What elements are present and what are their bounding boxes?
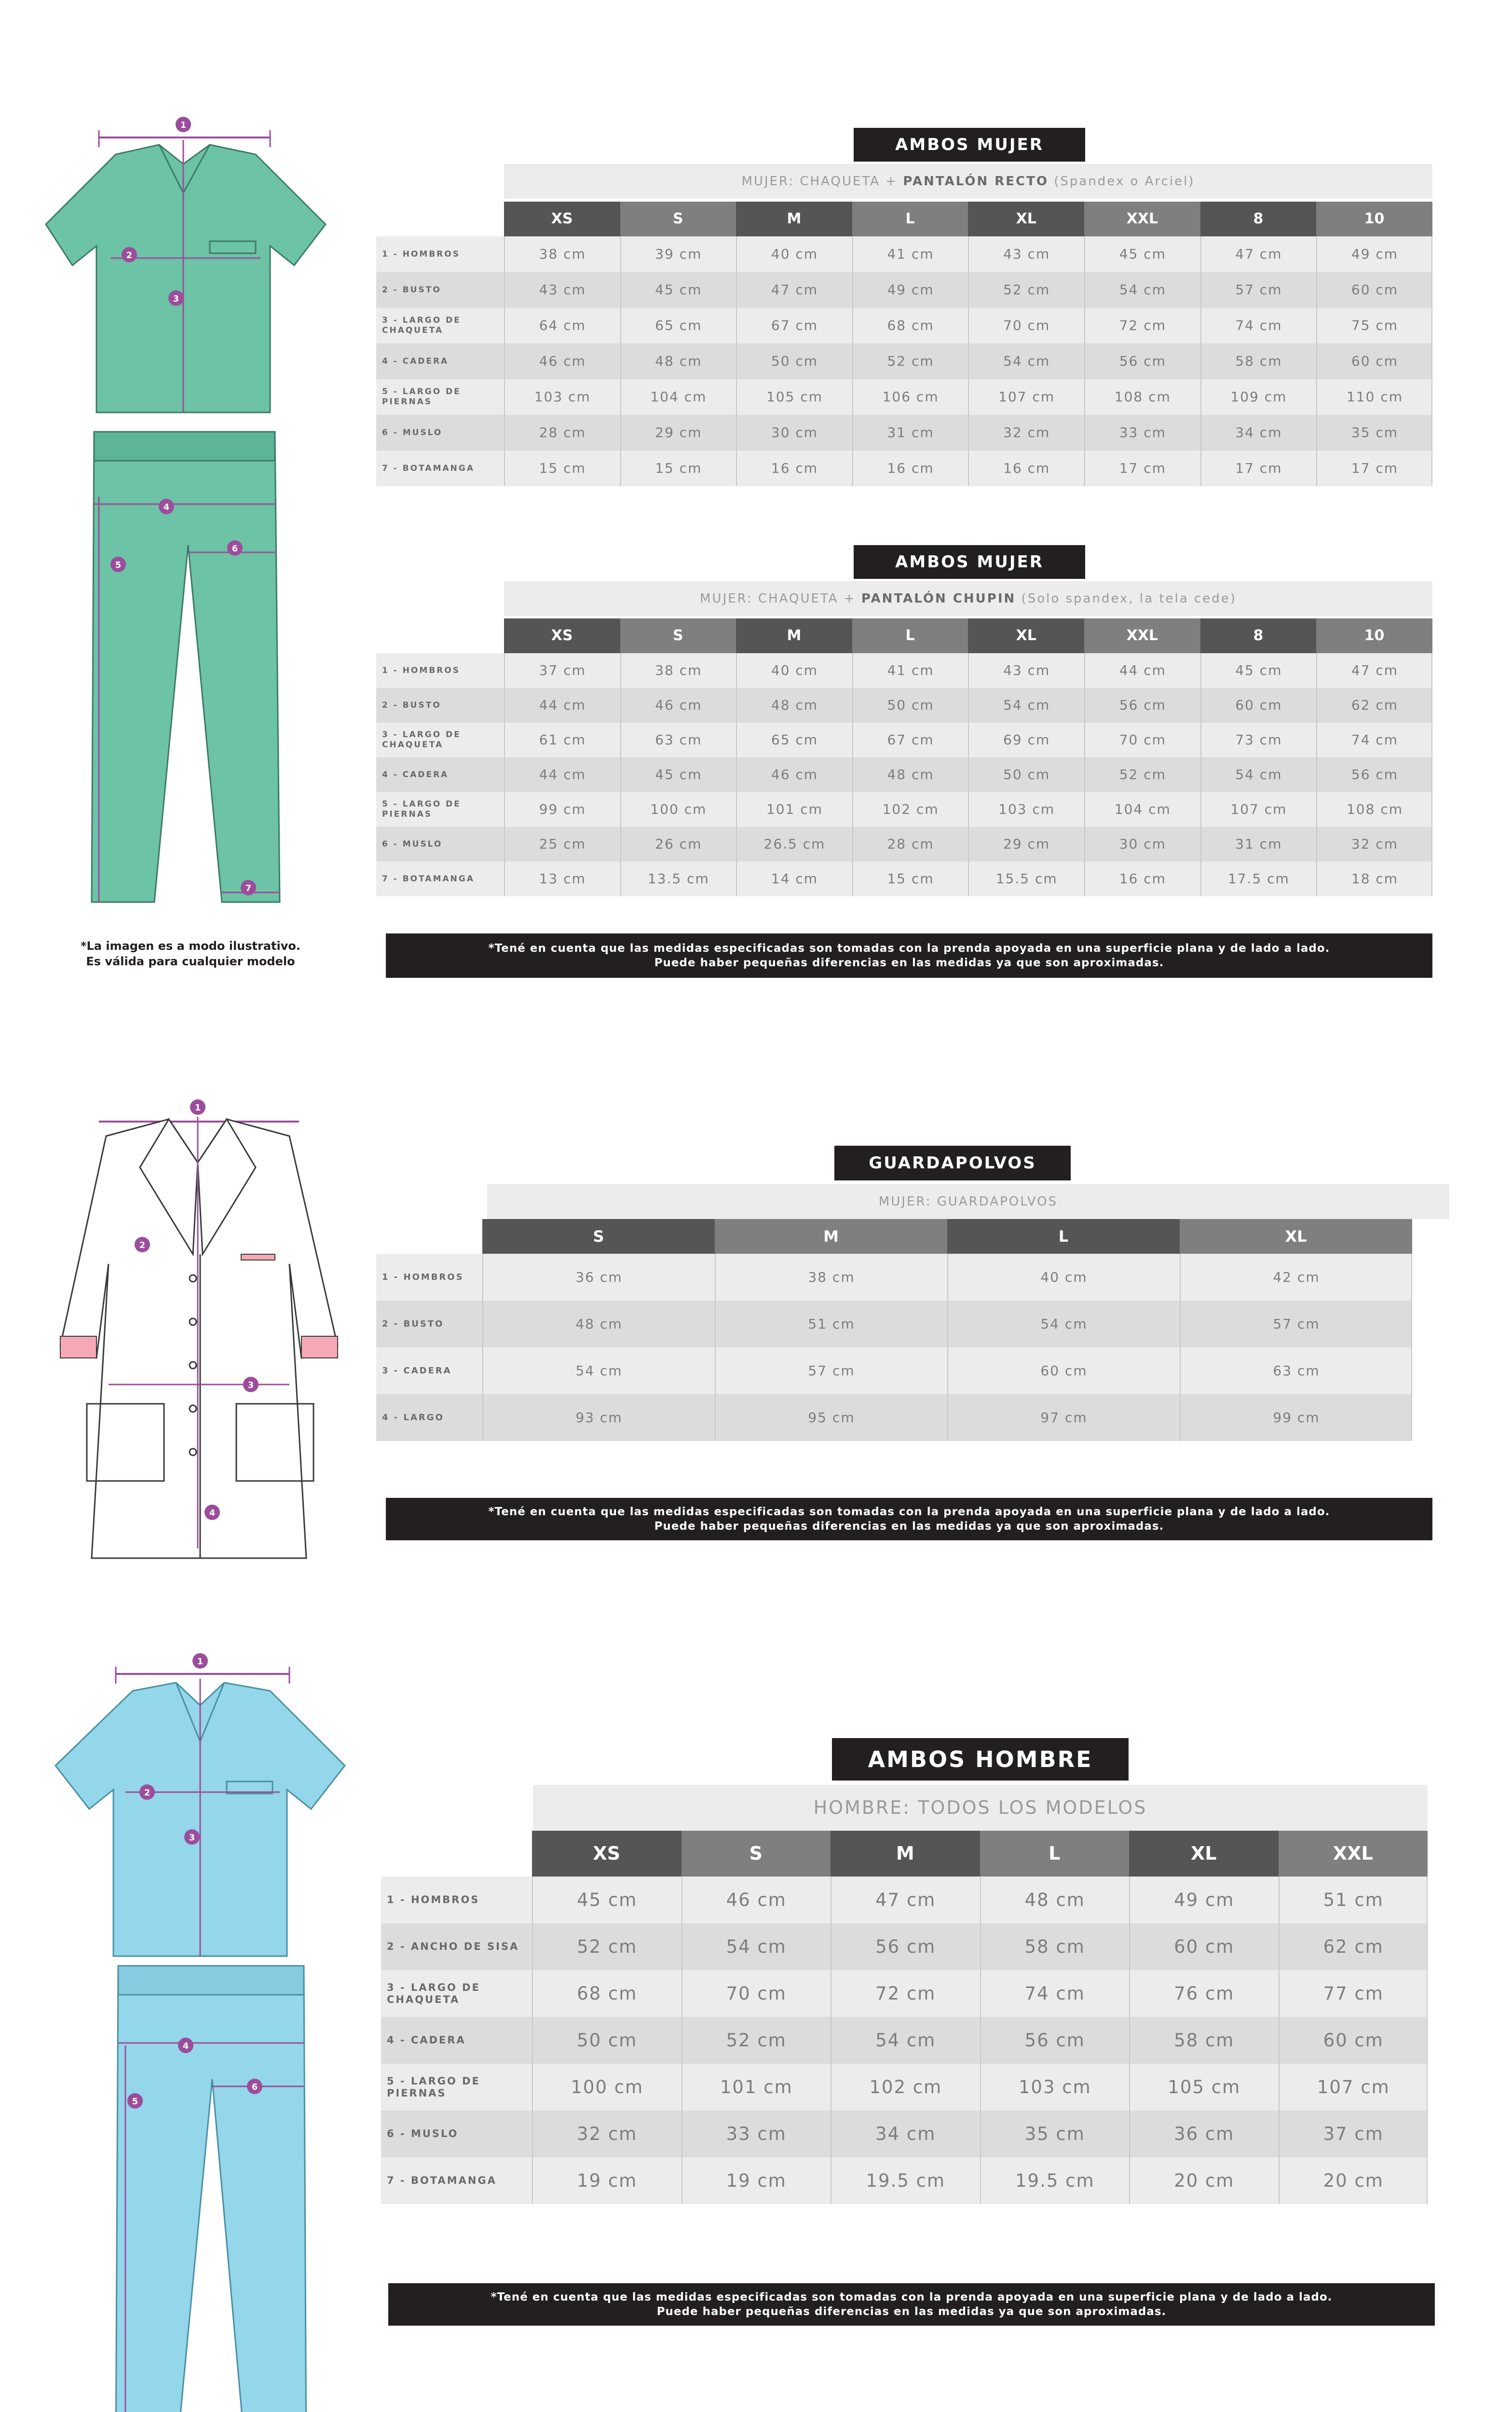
size-header: 10 — [1316, 618, 1432, 653]
svg-text:2: 2 — [126, 250, 133, 260]
table-cell: 48 cm — [980, 1877, 1130, 1923]
table-right-border — [1427, 1877, 1428, 2204]
row-label: 4 - CADERA — [382, 769, 449, 780]
table-cell: 54 cm — [968, 688, 1084, 723]
row-label: 7 - BOTAMANGA — [382, 463, 475, 473]
table-cell: 54 cm — [482, 1347, 715, 1394]
table-cell: 97 cm — [947, 1394, 1180, 1441]
table-cell: 65 cm — [620, 308, 736, 343]
guardapolvos-subtitle: MUJER: GUARDAPOLVOS — [487, 1184, 1449, 1219]
svg-text:4: 4 — [182, 2041, 189, 2051]
svg-text:3: 3 — [189, 1833, 195, 1843]
table-cell: 15 cm — [620, 451, 736, 486]
table-cell: 47 cm — [1316, 653, 1432, 688]
table-cell: 74 cm — [1316, 723, 1432, 757]
table-cell: 28 cm — [504, 415, 620, 451]
table-cell: 109 cm — [1200, 379, 1317, 415]
size-header: 8 — [1200, 618, 1317, 653]
table-cell: 19 cm — [532, 2157, 681, 2204]
table-cell: 60 cm — [1279, 2017, 1428, 2064]
table-cell: 54 cm — [831, 2017, 980, 2064]
table-cell: 45 cm — [532, 1877, 681, 1923]
table-cell: 45 cm — [1200, 653, 1317, 688]
table-cell: 18 cm — [1316, 862, 1432, 896]
disclaimer-2: *Tené en cuenta que las medidas especificadas son tomadas con la prenda apoyada en una superficie plana y de lado a lado. Puede haber pequeñas diferencias en las medidas ya que son aproximadas. — [386, 1498, 1432, 1540]
table-cell: 106 cm — [852, 379, 968, 415]
size-header: L — [852, 618, 968, 653]
svg-text:2: 2 — [139, 1240, 146, 1250]
table-cell: 20 cm — [1279, 2157, 1428, 2204]
table-cell: 44 cm — [504, 757, 620, 792]
table-cell: 15 cm — [504, 451, 620, 486]
table-cell: 46 cm — [620, 688, 736, 723]
table-cell: 16 cm — [968, 451, 1084, 486]
row-label: 7 - BOTAMANGA — [387, 2175, 497, 2186]
table-cell: 43 cm — [504, 272, 620, 308]
table-cell: 107 cm — [1279, 2064, 1428, 2110]
table-cell: 63 cm — [620, 723, 736, 757]
size-header: XL — [1180, 1219, 1412, 1254]
size-header: XXL — [1084, 202, 1200, 236]
row-label: 2 - ANCHO DE SISA — [387, 1941, 519, 1952]
table-cell: 102 cm — [831, 2064, 980, 2110]
table-cell: 34 cm — [1200, 415, 1317, 451]
table-cell: 105 cm — [1129, 2064, 1279, 2110]
table-cell: 60 cm — [1129, 1923, 1279, 1970]
table-cell: 108 cm — [1084, 379, 1200, 415]
table-right-border — [1411, 1254, 1412, 1441]
table-cell: 19.5 cm — [831, 2157, 980, 2204]
row-label: 3 - LARGO DE CHAQUETA — [382, 315, 461, 335]
svg-text:3: 3 — [247, 1380, 254, 1390]
row-label: 6 - MUSLO — [387, 2128, 459, 2139]
table-cell: 56 cm — [831, 1923, 980, 1970]
table-cell: 64 cm — [504, 308, 620, 343]
table-cell: 43 cm — [968, 236, 1084, 272]
table-cell: 77 cm — [1279, 1970, 1428, 2017]
table-cell: 50 cm — [852, 688, 968, 723]
table-cell: 52 cm — [968, 272, 1084, 308]
lab-coat-illustration — [48, 1095, 352, 1568]
table-cell: 75 cm — [1316, 308, 1432, 343]
table-cell: 54 cm — [947, 1301, 1180, 1347]
table-cell: 26 cm — [620, 827, 736, 862]
svg-text:4: 4 — [163, 502, 170, 512]
row-label: 7 - BOTAMANGA — [382, 874, 475, 884]
table-cell: 72 cm — [1084, 308, 1200, 343]
table-cell: 16 cm — [852, 451, 968, 486]
table-cell: 31 cm — [852, 415, 968, 451]
table-cell: 15.5 cm — [968, 862, 1084, 896]
illustration-note: *La imagen es a modo ilustrativo. Es válida para cualquier modelo — [81, 939, 300, 968]
size-header: L — [980, 1831, 1130, 1877]
table-cell: 61 cm — [504, 723, 620, 757]
svg-text:2: 2 — [144, 1788, 150, 1798]
table-cell: 54 cm — [968, 343, 1084, 379]
table-cell: 57 cm — [1180, 1301, 1412, 1347]
guardapolvos-title: GUARDAPOLVOS — [834, 1146, 1071, 1180]
table-cell: 16 cm — [736, 451, 852, 486]
table-cell: 93 cm — [482, 1394, 715, 1441]
table-cell: 26.5 cm — [736, 827, 852, 862]
table-cell: 67 cm — [736, 308, 852, 343]
table-cell: 103 cm — [980, 2064, 1130, 2110]
table-cell: 104 cm — [1084, 792, 1200, 827]
table-cell: 68 cm — [532, 1970, 681, 2017]
row-label: 5 - LARGO DE PIERNAS — [387, 2075, 480, 2099]
row-label: 3 - LARGO DE CHAQUETA — [382, 730, 461, 750]
table-cell: 46 cm — [504, 343, 620, 379]
table-cell: 17 cm — [1316, 451, 1432, 486]
table-cell: 73 cm — [1200, 723, 1317, 757]
table-cell: 107 cm — [968, 379, 1084, 415]
svg-text:3: 3 — [173, 294, 179, 304]
table-cell: 42 cm — [1180, 1254, 1412, 1301]
table-cell: 102 cm — [852, 792, 968, 827]
row-label: 4 - CADERA — [387, 2034, 466, 2046]
table-cell: 56 cm — [1316, 757, 1432, 792]
table-cell: 56 cm — [1084, 343, 1200, 379]
table-cell: 32 cm — [532, 2110, 681, 2157]
table-cell: 33 cm — [681, 2110, 831, 2157]
row-label: 1 - HOMBROS — [387, 1894, 480, 1905]
table-cell: 35 cm — [1316, 415, 1432, 451]
table-cell: 48 cm — [852, 757, 968, 792]
svg-text:6: 6 — [232, 544, 238, 554]
table-cell: 41 cm — [852, 653, 968, 688]
table-cell: 40 cm — [736, 653, 852, 688]
table-cell: 51 cm — [1279, 1877, 1428, 1923]
table-cell: 99 cm — [1180, 1394, 1412, 1441]
table-cell: 38 cm — [504, 236, 620, 272]
table-cell: 110 cm — [1316, 379, 1432, 415]
size-header: XS — [532, 1831, 681, 1877]
table-cell: 16 cm — [1084, 862, 1200, 896]
table-cell: 105 cm — [736, 379, 852, 415]
table-cell: 39 cm — [620, 236, 736, 272]
row-label: 2 - BUSTO — [382, 285, 441, 295]
table-cell: 107 cm — [1200, 792, 1317, 827]
svg-text:6: 6 — [251, 2082, 258, 2092]
table-cell: 104 cm — [620, 379, 736, 415]
svg-text:7: 7 — [245, 883, 252, 893]
table-cell: 54 cm — [1200, 757, 1317, 792]
table-cell: 76 cm — [1129, 1970, 1279, 2017]
table-cell: 57 cm — [1200, 272, 1317, 308]
table-cell: 17 cm — [1084, 451, 1200, 486]
ambos-mujer-recto-subtitle: MUJER: CHAQUETA + PANTALÓN RECTO (Spandex o Arciel) — [504, 164, 1432, 199]
size-header: L — [852, 202, 968, 236]
table-cell: 46 cm — [736, 757, 852, 792]
table-cell: 13 cm — [504, 862, 620, 896]
women-scrubs-illustration — [43, 111, 333, 931]
table-cell: 15 cm — [852, 862, 968, 896]
size-header: XL — [968, 618, 1084, 653]
size-header: XXL — [1279, 1831, 1428, 1877]
table-cell: 35 cm — [980, 2110, 1130, 2157]
table-cell: 72 cm — [831, 1970, 980, 2017]
table-cell: 56 cm — [1084, 688, 1200, 723]
table-cell: 99 cm — [504, 792, 620, 827]
svg-text:1: 1 — [194, 1103, 201, 1113]
table-cell: 37 cm — [504, 653, 620, 688]
table-cell: 101 cm — [736, 792, 852, 827]
table-cell: 44 cm — [1084, 653, 1200, 688]
table-cell: 50 cm — [532, 2017, 681, 2064]
table-cell: 45 cm — [620, 272, 736, 308]
table-cell: 51 cm — [715, 1301, 947, 1347]
ambos-hombre-subtitle: HOMBRE: TODOS LOS MODELOS — [533, 1785, 1428, 1831]
row-label: 5 - LARGO DE PIERNAS — [382, 799, 461, 819]
table-cell: 62 cm — [1316, 688, 1432, 723]
table-cell: 14 cm — [736, 862, 852, 896]
table-cell: 41 cm — [852, 236, 968, 272]
table-cell: 68 cm — [852, 308, 968, 343]
table-cell: 30 cm — [1084, 827, 1200, 862]
table-cell: 47 cm — [1200, 236, 1317, 272]
table-cell: 50 cm — [968, 757, 1084, 792]
table-cell: 36 cm — [482, 1254, 715, 1301]
row-label: 1 - HOMBROS — [382, 665, 461, 675]
table-cell: 19.5 cm — [980, 2157, 1130, 2204]
size-header: 8 — [1200, 202, 1317, 236]
size-header: S — [482, 1219, 715, 1254]
table-cell: 65 cm — [736, 723, 852, 757]
table-cell: 17 cm — [1200, 451, 1317, 486]
table-cell: 49 cm — [1316, 236, 1432, 272]
ambos-hombre-title: AMBOS HOMBRE — [832, 1738, 1129, 1781]
size-header: M — [715, 1219, 947, 1254]
table-cell: 100 cm — [532, 2064, 681, 2110]
table-cell: 17.5 cm — [1200, 862, 1317, 896]
svg-text:5: 5 — [115, 560, 122, 570]
table-cell: 47 cm — [736, 272, 852, 308]
table-cell: 29 cm — [620, 415, 736, 451]
table-cell: 60 cm — [1316, 272, 1432, 308]
table-cell: 13.5 cm — [620, 862, 736, 896]
table-cell: 67 cm — [852, 723, 968, 757]
table-cell: 58 cm — [1129, 2017, 1279, 2064]
svg-text:4: 4 — [209, 1508, 216, 1518]
row-label: 1 - HOMBROS — [382, 1272, 464, 1282]
size-header: M — [736, 618, 852, 653]
svg-text:5: 5 — [132, 2097, 138, 2107]
table-cell: 31 cm — [1200, 827, 1317, 862]
row-label: 2 - BUSTO — [382, 1319, 444, 1329]
table-cell: 29 cm — [968, 827, 1084, 862]
size-header: S — [620, 618, 736, 653]
table-cell: 48 cm — [482, 1301, 715, 1347]
table-cell: 70 cm — [681, 1970, 831, 2017]
table-cell: 63 cm — [1180, 1347, 1412, 1394]
disclaimer-3: *Tené en cuenta que las medidas especificadas son tomadas con la prenda apoyada en una superficie plana y de lado a lado. Puede haber pequeñas diferencias en las medidas ya que son aproximadas. — [388, 2283, 1435, 2326]
table-cell: 74 cm — [980, 1970, 1130, 2017]
ambos-mujer-chupin-subtitle: MUJER: CHAQUETA + PANTALÓN CHUPIN (Solo spandex, la tela cede) — [504, 581, 1432, 616]
table-cell: 34 cm — [831, 2110, 980, 2157]
table-cell: 33 cm — [1084, 415, 1200, 451]
size-header: M — [831, 1831, 980, 1877]
row-label: 3 - CADERA — [382, 1366, 452, 1376]
table-cell: 45 cm — [1084, 236, 1200, 272]
ambos-mujer-chupin-title: AMBOS MUJER — [854, 545, 1085, 579]
size-header: XS — [504, 202, 620, 236]
table-cell: 46 cm — [681, 1877, 831, 1923]
table-cell: 28 cm — [852, 827, 968, 862]
row-label: 5 - LARGO DE PIERNAS — [382, 387, 461, 407]
table-cell: 95 cm — [715, 1394, 947, 1441]
table-cell: 36 cm — [1129, 2110, 1279, 2157]
table-cell: 103 cm — [504, 379, 620, 415]
size-header: XXL — [1084, 618, 1200, 653]
table-cell: 40 cm — [736, 236, 852, 272]
table-cell: 30 cm — [736, 415, 852, 451]
svg-text:1: 1 — [197, 1657, 204, 1667]
table-cell: 40 cm — [947, 1254, 1180, 1301]
size-header: S — [681, 1831, 831, 1877]
size-header: M — [736, 202, 852, 236]
table-cell: 32 cm — [1316, 827, 1432, 862]
size-header: L — [947, 1219, 1180, 1254]
ambos-mujer-recto-title: AMBOS MUJER — [854, 128, 1085, 162]
table-cell: 56 cm — [980, 2017, 1130, 2064]
table-cell: 49 cm — [1129, 1877, 1279, 1923]
table-cell: 38 cm — [620, 653, 736, 688]
table-cell: 32 cm — [968, 415, 1084, 451]
table-cell: 69 cm — [968, 723, 1084, 757]
table-cell: 20 cm — [1129, 2157, 1279, 2204]
table-cell: 60 cm — [947, 1347, 1180, 1394]
row-label: 4 - CADERA — [382, 356, 449, 366]
table-cell: 103 cm — [968, 792, 1084, 827]
table-cell: 19 cm — [681, 2157, 831, 2204]
table-cell: 48 cm — [736, 688, 852, 723]
table-cell: 74 cm — [1200, 308, 1317, 343]
table-cell: 49 cm — [852, 272, 968, 308]
table-cell: 58 cm — [980, 1923, 1130, 1970]
table-cell: 100 cm — [620, 792, 736, 827]
table-cell: 50 cm — [736, 343, 852, 379]
disclaimer-1: *Tené en cuenta que las medidas especificadas son tomadas con la prenda apoyada en una superficie plana y de lado a lado. Puede haber pequeñas diferencias en las medidas ya que son aproximadas. — [386, 933, 1432, 978]
table-cell: 43 cm — [968, 653, 1084, 688]
size-header: S — [620, 202, 736, 236]
table-cell: 62 cm — [1279, 1923, 1428, 1970]
table-right-border — [1431, 653, 1432, 896]
table-cell: 54 cm — [681, 1923, 831, 1970]
table-cell: 52 cm — [532, 1923, 681, 1970]
table-cell: 45 cm — [620, 757, 736, 792]
table-cell: 60 cm — [1316, 343, 1432, 379]
table-cell: 52 cm — [852, 343, 968, 379]
size-header: 10 — [1316, 202, 1432, 236]
table-cell: 48 cm — [620, 343, 736, 379]
row-label: 6 - MUSLO — [382, 839, 443, 849]
table-cell: 54 cm — [1084, 272, 1200, 308]
table-cell: 38 cm — [715, 1254, 947, 1301]
svg-text:1: 1 — [180, 120, 187, 130]
table-cell: 108 cm — [1316, 792, 1432, 827]
row-label: 1 - HOMBROS — [382, 249, 461, 259]
table-cell: 25 cm — [504, 827, 620, 862]
row-label: 4 - LARGO — [382, 1412, 444, 1423]
table-cell: 44 cm — [504, 688, 620, 723]
table-cell: 52 cm — [1084, 757, 1200, 792]
size-header: XL — [968, 202, 1084, 236]
row-label: 6 - MUSLO — [382, 427, 443, 438]
table-cell: 70 cm — [968, 308, 1084, 343]
size-header: XL — [1129, 1831, 1279, 1877]
men-scrubs-illustration — [53, 1645, 352, 2412]
table-cell: 57 cm — [715, 1347, 947, 1394]
table-cell: 37 cm — [1279, 2110, 1428, 2157]
table-cell: 52 cm — [681, 2017, 831, 2064]
table-cell: 47 cm — [831, 1877, 980, 1923]
size-header: XS — [504, 618, 620, 653]
table-cell: 58 cm — [1200, 343, 1317, 379]
table-cell: 70 cm — [1084, 723, 1200, 757]
table-right-border — [1431, 236, 1432, 486]
row-label: 3 - LARGO DE CHAQUETA — [387, 1981, 480, 2005]
table-cell: 60 cm — [1200, 688, 1317, 723]
table-cell: 101 cm — [681, 2064, 831, 2110]
row-label: 2 - BUSTO — [382, 700, 441, 710]
